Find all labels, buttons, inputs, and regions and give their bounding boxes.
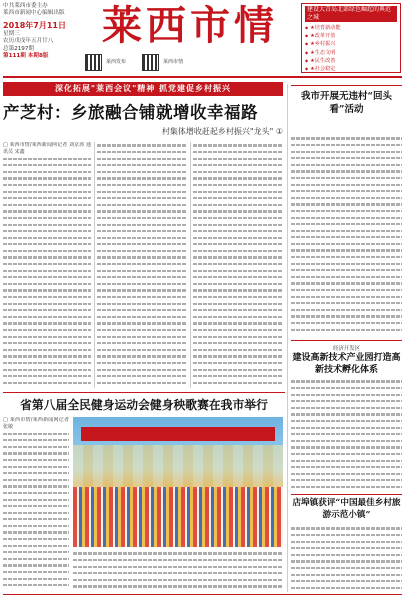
event-photo[interactable] bbox=[73, 417, 283, 547]
right-story-2-headline[interactable]: 建设高新技术产业园打造高新技术孵化体系 bbox=[292, 353, 401, 375]
second-byline: □ 莱西市情/莱西新闻网记者 张敏 bbox=[3, 417, 69, 430]
footer-rule bbox=[3, 594, 402, 595]
photo-caption bbox=[73, 550, 283, 590]
section-rule bbox=[3, 392, 285, 393]
right-story-1-headline[interactable]: 我市开展无违村“回头看”活动 bbox=[301, 91, 392, 115]
lead-byline: □ 莱西市情/莱西新闻网记者 刘京涛 通讯员 宋鑫 bbox=[3, 142, 91, 155]
second-story-body bbox=[3, 417, 69, 591]
right-story-2-head bbox=[291, 344, 402, 376]
right-story-3-headline[interactable]: 店埠镇获评“中国最佳乡村旅游示范小镇” bbox=[292, 498, 401, 520]
qr-code-icon[interactable] bbox=[142, 54, 159, 71]
lead-column-1 bbox=[3, 142, 91, 388]
right-column-divider bbox=[287, 84, 288, 592]
qr-strip bbox=[85, 52, 295, 72]
right-column-rule bbox=[291, 340, 402, 341]
right-column-rule bbox=[291, 494, 402, 495]
photo-stage bbox=[73, 445, 283, 489]
total-issue: 总第2197期 bbox=[3, 45, 35, 52]
publisher-line: 中共莱西市委主办 bbox=[3, 3, 48, 9]
qr-label: 莱西市情 bbox=[163, 59, 184, 65]
right-story-1-head bbox=[291, 85, 402, 133]
masthead-info bbox=[3, 3, 75, 60]
lunar-date: 农历戊戌年五月廿八 bbox=[3, 38, 54, 45]
photo-banner bbox=[81, 427, 275, 441]
lead-headline-block bbox=[3, 99, 283, 137]
right-story-2-body bbox=[291, 378, 402, 492]
qr-label: 莱西发布 bbox=[106, 59, 127, 65]
issue-date: 2018年7月11日 bbox=[3, 20, 66, 30]
qr-code-icon[interactable] bbox=[85, 54, 102, 71]
promo-item: ◆ ★民生改善 bbox=[305, 57, 397, 65]
issue-number: 第111期 本期8版 bbox=[3, 53, 49, 60]
publisher-line: 莱西市新闻中心编辑出版 bbox=[3, 10, 65, 17]
promo-item: ◆ ★社会稳定 bbox=[305, 65, 397, 73]
right-story-1-body bbox=[291, 135, 402, 335]
promo-title: 建设大青岛北部绿色崛起的典范之城 bbox=[305, 6, 397, 22]
right-story-3-body bbox=[291, 525, 402, 591]
promo-item: ◆ ★培育新动能 bbox=[305, 24, 397, 32]
photo-performers bbox=[73, 487, 283, 547]
newspaper-title bbox=[85, 3, 295, 49]
promo-box bbox=[301, 3, 401, 73]
promo-item: ◆ ★生态文明 bbox=[305, 49, 397, 57]
section-banner: 深化拓展"莱西会议"精神 抓党建促乡村振兴 bbox=[3, 82, 283, 96]
lead-subhead: 村集体增收赶起乡村振兴"龙头" ① bbox=[161, 127, 283, 136]
promo-item: ◆ ★乡村振兴 bbox=[305, 40, 397, 48]
title-text: 莱西市情 bbox=[102, 2, 278, 49]
second-headline[interactable]: 省第八届全民健身运动会健身秧歌赛在我市举行 bbox=[20, 398, 268, 412]
masthead bbox=[0, 0, 405, 80]
column-divider bbox=[190, 142, 191, 388]
weekday: 星期三 bbox=[3, 30, 20, 37]
right-story-3-head bbox=[291, 497, 402, 521]
lead-column-3 bbox=[193, 142, 283, 388]
promo-item: ◆ ★改革开放 bbox=[305, 32, 397, 40]
right-story-2-kicker: 经济开发区 bbox=[333, 346, 360, 352]
lead-column-2 bbox=[97, 142, 187, 388]
column-divider bbox=[94, 142, 95, 388]
lead-headline[interactable]: 产芝村：乡旅融合铺就增收幸福路 bbox=[3, 103, 258, 122]
masthead-divider bbox=[3, 76, 402, 78]
